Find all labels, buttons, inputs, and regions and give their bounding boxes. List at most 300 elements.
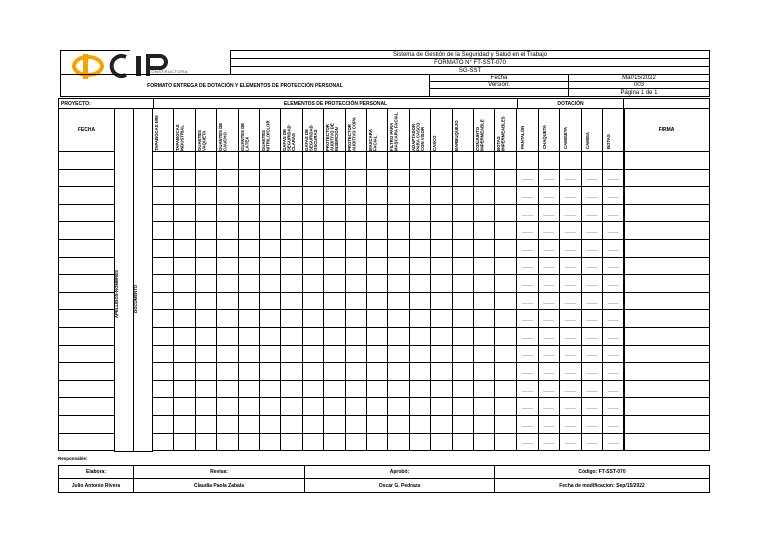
dotacion-cell[interactable] [538, 415, 561, 434]
epp-cell[interactable] [473, 186, 495, 205]
epp-cell[interactable] [452, 380, 474, 399]
epp-cell[interactable] [345, 239, 367, 258]
epp-cell[interactable] [195, 433, 217, 452]
epp-cell[interactable] [409, 204, 431, 223]
epp-cell[interactable] [345, 380, 367, 399]
dotacion-cell[interactable] [602, 327, 625, 346]
fecha-cell[interactable] [58, 292, 115, 311]
dotacion-cell[interactable] [538, 151, 561, 170]
dotacion-cell[interactable] [538, 433, 561, 452]
firma-cell[interactable] [623, 309, 710, 328]
epp-cell[interactable] [195, 415, 217, 434]
epp-cell[interactable] [173, 204, 195, 223]
epp-cell[interactable] [302, 292, 324, 311]
dotacion-cell[interactable] [516, 204, 539, 223]
dotacion-cell[interactable] [602, 362, 625, 381]
epp-cell[interactable] [473, 204, 495, 223]
dotacion-cell[interactable] [581, 292, 604, 311]
epp-cell[interactable] [216, 433, 238, 452]
epp-cell[interactable] [452, 309, 474, 328]
epp-cell[interactable] [473, 397, 495, 416]
dotacion-cell[interactable] [516, 239, 539, 258]
epp-cell[interactable] [494, 362, 516, 381]
dotacion-cell[interactable] [559, 433, 582, 452]
fecha-cell[interactable] [58, 309, 115, 328]
epp-cell[interactable] [430, 397, 452, 416]
epp-cell[interactable] [452, 274, 474, 293]
epp-cell[interactable] [238, 327, 260, 346]
epp-cell[interactable] [366, 257, 388, 276]
epp-cell[interactable] [280, 221, 302, 240]
epp-cell[interactable] [494, 186, 516, 205]
epp-cell[interactable] [216, 327, 238, 346]
firma-cell[interactable] [623, 204, 710, 223]
epp-cell[interactable] [409, 186, 431, 205]
epp-cell[interactable] [195, 274, 217, 293]
dotacion-cell[interactable] [581, 362, 604, 381]
firma-cell[interactable] [623, 327, 710, 346]
epp-cell[interactable] [387, 292, 409, 311]
epp-cell[interactable] [259, 204, 281, 223]
epp-cell[interactable] [238, 257, 260, 276]
epp-cell[interactable] [259, 327, 281, 346]
epp-cell[interactable] [323, 327, 345, 346]
epp-cell[interactable] [494, 433, 516, 452]
dotacion-cell[interactable] [581, 415, 604, 434]
epp-cell[interactable] [280, 169, 302, 188]
firma-cell[interactable] [623, 415, 710, 434]
epp-cell[interactable] [366, 397, 388, 416]
dotacion-cell[interactable] [581, 169, 604, 188]
epp-cell[interactable] [216, 309, 238, 328]
epp-cell[interactable] [494, 169, 516, 188]
dotacion-cell[interactable] [516, 186, 539, 205]
epp-cell[interactable] [366, 362, 388, 381]
dotacion-cell[interactable] [602, 221, 625, 240]
epp-cell[interactable] [473, 433, 495, 452]
epp-cell[interactable] [387, 257, 409, 276]
epp-cell[interactable] [238, 186, 260, 205]
dotacion-cell[interactable] [559, 415, 582, 434]
epp-cell[interactable] [152, 186, 174, 205]
epp-cell[interactable] [345, 415, 367, 434]
epp-cell[interactable] [345, 204, 367, 223]
epp-cell[interactable] [152, 327, 174, 346]
epp-cell[interactable] [216, 362, 238, 381]
epp-cell[interactable] [302, 362, 324, 381]
dotacion-cell[interactable] [559, 169, 582, 188]
dotacion-cell[interactable] [602, 204, 625, 223]
fecha-cell[interactable] [58, 257, 115, 276]
epp-cell[interactable] [259, 274, 281, 293]
epp-cell[interactable] [387, 433, 409, 452]
epp-cell[interactable] [152, 292, 174, 311]
epp-cell[interactable] [216, 239, 238, 258]
epp-cell[interactable] [387, 327, 409, 346]
dotacion-cell[interactable] [516, 274, 539, 293]
epp-cell[interactable] [323, 345, 345, 364]
epp-cell[interactable] [323, 309, 345, 328]
epp-cell[interactable] [345, 433, 367, 452]
firma-cell[interactable] [623, 274, 710, 293]
dotacion-cell[interactable] [559, 397, 582, 416]
epp-cell[interactable] [387, 380, 409, 399]
epp-cell[interactable] [259, 345, 281, 364]
dotacion-cell[interactable] [538, 204, 561, 223]
fecha-cell[interactable] [58, 169, 115, 188]
dotacion-cell[interactable] [581, 221, 604, 240]
epp-cell[interactable] [280, 327, 302, 346]
firma-cell[interactable] [623, 345, 710, 364]
firma-cell[interactable] [623, 380, 710, 399]
epp-cell[interactable] [259, 433, 281, 452]
epp-cell[interactable] [216, 221, 238, 240]
epp-cell[interactable] [195, 397, 217, 416]
epp-cell[interactable] [494, 380, 516, 399]
epp-cell[interactable] [280, 292, 302, 311]
epp-cell[interactable] [366, 309, 388, 328]
fecha-cell[interactable] [58, 239, 115, 258]
epp-cell[interactable] [216, 204, 238, 223]
epp-cell[interactable] [238, 433, 260, 452]
epp-cell[interactable] [152, 239, 174, 258]
epp-cell[interactable] [259, 186, 281, 205]
epp-cell[interactable] [430, 309, 452, 328]
dotacion-cell[interactable] [602, 380, 625, 399]
dotacion-cell[interactable] [538, 345, 561, 364]
epp-cell[interactable] [387, 309, 409, 328]
epp-cell[interactable] [173, 397, 195, 416]
epp-cell[interactable] [387, 204, 409, 223]
epp-cell[interactable] [366, 415, 388, 434]
epp-cell[interactable] [302, 186, 324, 205]
fecha-cell[interactable] [58, 274, 115, 293]
epp-cell[interactable] [173, 239, 195, 258]
epp-cell[interactable] [323, 433, 345, 452]
epp-cell[interactable] [280, 380, 302, 399]
epp-cell[interactable] [387, 169, 409, 188]
epp-cell[interactable] [302, 397, 324, 416]
epp-cell[interactable] [238, 415, 260, 434]
epp-cell[interactable] [195, 380, 217, 399]
epp-cell[interactable] [452, 415, 474, 434]
epp-cell[interactable] [387, 345, 409, 364]
epp-cell[interactable] [238, 397, 260, 416]
epp-cell[interactable] [152, 345, 174, 364]
epp-cell[interactable] [323, 362, 345, 381]
epp-cell[interactable] [302, 433, 324, 452]
dotacion-cell[interactable] [538, 309, 561, 328]
epp-cell[interactable] [152, 415, 174, 434]
fecha-cell[interactable] [58, 327, 115, 346]
epp-cell[interactable] [452, 362, 474, 381]
epp-cell[interactable] [473, 309, 495, 328]
epp-cell[interactable] [238, 309, 260, 328]
epp-cell[interactable] [452, 433, 474, 452]
dotacion-cell[interactable] [581, 204, 604, 223]
epp-cell[interactable] [216, 151, 238, 170]
epp-cell[interactable] [238, 345, 260, 364]
epp-cell[interactable] [323, 292, 345, 311]
epp-cell[interactable] [387, 186, 409, 205]
epp-cell[interactable] [366, 186, 388, 205]
dotacion-cell[interactable] [581, 433, 604, 452]
epp-cell[interactable] [152, 274, 174, 293]
epp-cell[interactable] [452, 151, 474, 170]
epp-cell[interactable] [366, 380, 388, 399]
epp-cell[interactable] [473, 327, 495, 346]
dotacion-cell[interactable] [559, 274, 582, 293]
epp-cell[interactable] [216, 397, 238, 416]
epp-cell[interactable] [494, 309, 516, 328]
epp-cell[interactable] [430, 292, 452, 311]
epp-cell[interactable] [430, 274, 452, 293]
epp-cell[interactable] [302, 239, 324, 258]
epp-cell[interactable] [302, 345, 324, 364]
epp-cell[interactable] [366, 292, 388, 311]
epp-cell[interactable] [259, 239, 281, 258]
dotacion-cell[interactable] [581, 397, 604, 416]
epp-cell[interactable] [366, 221, 388, 240]
epp-cell[interactable] [430, 257, 452, 276]
epp-cell[interactable] [152, 380, 174, 399]
epp-cell[interactable] [173, 221, 195, 240]
epp-cell[interactable] [302, 221, 324, 240]
dotacion-cell[interactable] [581, 345, 604, 364]
dotacion-cell[interactable] [516, 362, 539, 381]
epp-cell[interactable] [452, 397, 474, 416]
dotacion-cell[interactable] [581, 327, 604, 346]
epp-cell[interactable] [409, 292, 431, 311]
epp-cell[interactable] [173, 151, 195, 170]
dotacion-cell[interactable] [538, 292, 561, 311]
fecha-cell[interactable] [58, 151, 115, 170]
epp-cell[interactable] [302, 169, 324, 188]
epp-cell[interactable] [452, 327, 474, 346]
epp-cell[interactable] [366, 274, 388, 293]
epp-cell[interactable] [366, 239, 388, 258]
epp-cell[interactable] [345, 362, 367, 381]
firma-cell[interactable] [623, 186, 710, 205]
epp-cell[interactable] [345, 151, 367, 170]
dotacion-cell[interactable] [602, 415, 625, 434]
epp-cell[interactable] [195, 239, 217, 258]
epp-cell[interactable] [280, 257, 302, 276]
epp-cell[interactable] [280, 345, 302, 364]
epp-cell[interactable] [366, 151, 388, 170]
epp-cell[interactable] [345, 345, 367, 364]
epp-cell[interactable] [280, 397, 302, 416]
dotacion-cell[interactable] [516, 257, 539, 276]
epp-cell[interactable] [259, 380, 281, 399]
dotacion-cell[interactable] [538, 169, 561, 188]
epp-cell[interactable] [323, 274, 345, 293]
epp-cell[interactable] [473, 345, 495, 364]
dotacion-cell[interactable] [581, 151, 604, 170]
dotacion-cell[interactable] [516, 169, 539, 188]
epp-cell[interactable] [430, 169, 452, 188]
epp-cell[interactable] [173, 345, 195, 364]
epp-cell[interactable] [345, 397, 367, 416]
epp-cell[interactable] [195, 257, 217, 276]
epp-cell[interactable] [280, 274, 302, 293]
epp-cell[interactable] [280, 204, 302, 223]
epp-cell[interactable] [216, 415, 238, 434]
epp-cell[interactable] [409, 309, 431, 328]
epp-cell[interactable] [409, 362, 431, 381]
epp-cell[interactable] [259, 151, 281, 170]
dotacion-cell[interactable] [581, 309, 604, 328]
epp-cell[interactable] [152, 221, 174, 240]
dotacion-cell[interactable] [516, 221, 539, 240]
epp-cell[interactable] [173, 186, 195, 205]
fecha-cell[interactable] [58, 221, 115, 240]
epp-cell[interactable] [280, 433, 302, 452]
epp-cell[interactable] [473, 380, 495, 399]
epp-cell[interactable] [345, 257, 367, 276]
epp-cell[interactable] [452, 345, 474, 364]
epp-cell[interactable] [430, 239, 452, 258]
epp-cell[interactable] [302, 327, 324, 346]
epp-cell[interactable] [430, 327, 452, 346]
epp-cell[interactable] [152, 257, 174, 276]
epp-cell[interactable] [195, 292, 217, 311]
epp-cell[interactable] [238, 151, 260, 170]
epp-cell[interactable] [430, 433, 452, 452]
epp-cell[interactable] [387, 239, 409, 258]
epp-cell[interactable] [280, 362, 302, 381]
epp-cell[interactable] [494, 274, 516, 293]
epp-cell[interactable] [473, 362, 495, 381]
dotacion-cell[interactable] [602, 433, 625, 452]
epp-cell[interactable] [409, 397, 431, 416]
epp-cell[interactable] [409, 327, 431, 346]
epp-cell[interactable] [366, 345, 388, 364]
epp-cell[interactable] [195, 204, 217, 223]
epp-cell[interactable] [430, 380, 452, 399]
firma-cell[interactable] [623, 433, 710, 452]
epp-cell[interactable] [452, 239, 474, 258]
dotacion-cell[interactable] [581, 186, 604, 205]
epp-cell[interactable] [409, 345, 431, 364]
epp-cell[interactable] [152, 397, 174, 416]
firma-cell[interactable] [623, 397, 710, 416]
epp-cell[interactable] [473, 274, 495, 293]
epp-cell[interactable] [173, 362, 195, 381]
dotacion-cell[interactable] [602, 151, 625, 170]
dotacion-cell[interactable] [602, 309, 625, 328]
epp-cell[interactable] [494, 415, 516, 434]
dotacion-cell[interactable] [559, 151, 582, 170]
epp-cell[interactable] [345, 292, 367, 311]
dotacion-cell[interactable] [602, 257, 625, 276]
epp-cell[interactable] [494, 204, 516, 223]
dotacion-cell[interactable] [581, 239, 604, 258]
epp-cell[interactable] [195, 327, 217, 346]
epp-cell[interactable] [473, 151, 495, 170]
dotacion-cell[interactable] [516, 345, 539, 364]
fecha-cell[interactable] [58, 380, 115, 399]
epp-cell[interactable] [280, 239, 302, 258]
epp-cell[interactable] [452, 204, 474, 223]
epp-cell[interactable] [259, 257, 281, 276]
dotacion-cell[interactable] [516, 380, 539, 399]
epp-cell[interactable] [238, 239, 260, 258]
fecha-cell[interactable] [58, 397, 115, 416]
dotacion-cell[interactable] [538, 257, 561, 276]
epp-cell[interactable] [195, 169, 217, 188]
fecha-cell[interactable] [58, 433, 115, 452]
epp-cell[interactable] [494, 292, 516, 311]
epp-cell[interactable] [259, 169, 281, 188]
dotacion-cell[interactable] [516, 397, 539, 416]
epp-cell[interactable] [195, 345, 217, 364]
epp-cell[interactable] [302, 151, 324, 170]
fecha-cell[interactable] [58, 345, 115, 364]
dotacion-cell[interactable] [602, 292, 625, 311]
epp-cell[interactable] [409, 257, 431, 276]
epp-cell[interactable] [409, 169, 431, 188]
epp-cell[interactable] [173, 257, 195, 276]
epp-cell[interactable] [173, 274, 195, 293]
dotacion-cell[interactable] [559, 186, 582, 205]
dotacion-cell[interactable] [559, 221, 582, 240]
epp-cell[interactable] [323, 204, 345, 223]
fecha-cell[interactable] [58, 186, 115, 205]
epp-cell[interactable] [366, 433, 388, 452]
epp-cell[interactable] [430, 362, 452, 381]
epp-cell[interactable] [173, 327, 195, 346]
dotacion-cell[interactable] [602, 345, 625, 364]
epp-cell[interactable] [494, 345, 516, 364]
epp-cell[interactable] [195, 186, 217, 205]
dotacion-cell[interactable] [538, 397, 561, 416]
epp-cell[interactable] [302, 380, 324, 399]
epp-cell[interactable] [238, 169, 260, 188]
epp-cell[interactable] [430, 415, 452, 434]
epp-cell[interactable] [345, 221, 367, 240]
epp-cell[interactable] [173, 292, 195, 311]
epp-cell[interactable] [216, 186, 238, 205]
dotacion-cell[interactable] [581, 274, 604, 293]
epp-cell[interactable] [387, 151, 409, 170]
epp-cell[interactable] [409, 415, 431, 434]
epp-cell[interactable] [430, 204, 452, 223]
firma-cell[interactable] [623, 362, 710, 381]
epp-cell[interactable] [280, 309, 302, 328]
epp-cell[interactable] [387, 415, 409, 434]
epp-cell[interactable] [387, 221, 409, 240]
epp-cell[interactable] [195, 362, 217, 381]
dotacion-cell[interactable] [516, 309, 539, 328]
epp-cell[interactable] [430, 151, 452, 170]
dotacion-cell[interactable] [581, 380, 604, 399]
epp-cell[interactable] [216, 274, 238, 293]
epp-cell[interactable] [238, 221, 260, 240]
firma-cell[interactable] [623, 169, 710, 188]
epp-cell[interactable] [195, 309, 217, 328]
epp-cell[interactable] [173, 433, 195, 452]
epp-cell[interactable] [302, 274, 324, 293]
epp-cell[interactable] [173, 380, 195, 399]
epp-cell[interactable] [280, 186, 302, 205]
epp-cell[interactable] [430, 186, 452, 205]
epp-cell[interactable] [494, 327, 516, 346]
dotacion-cell[interactable] [538, 274, 561, 293]
dotacion-cell[interactable] [581, 257, 604, 276]
epp-cell[interactable] [345, 327, 367, 346]
epp-cell[interactable] [323, 186, 345, 205]
